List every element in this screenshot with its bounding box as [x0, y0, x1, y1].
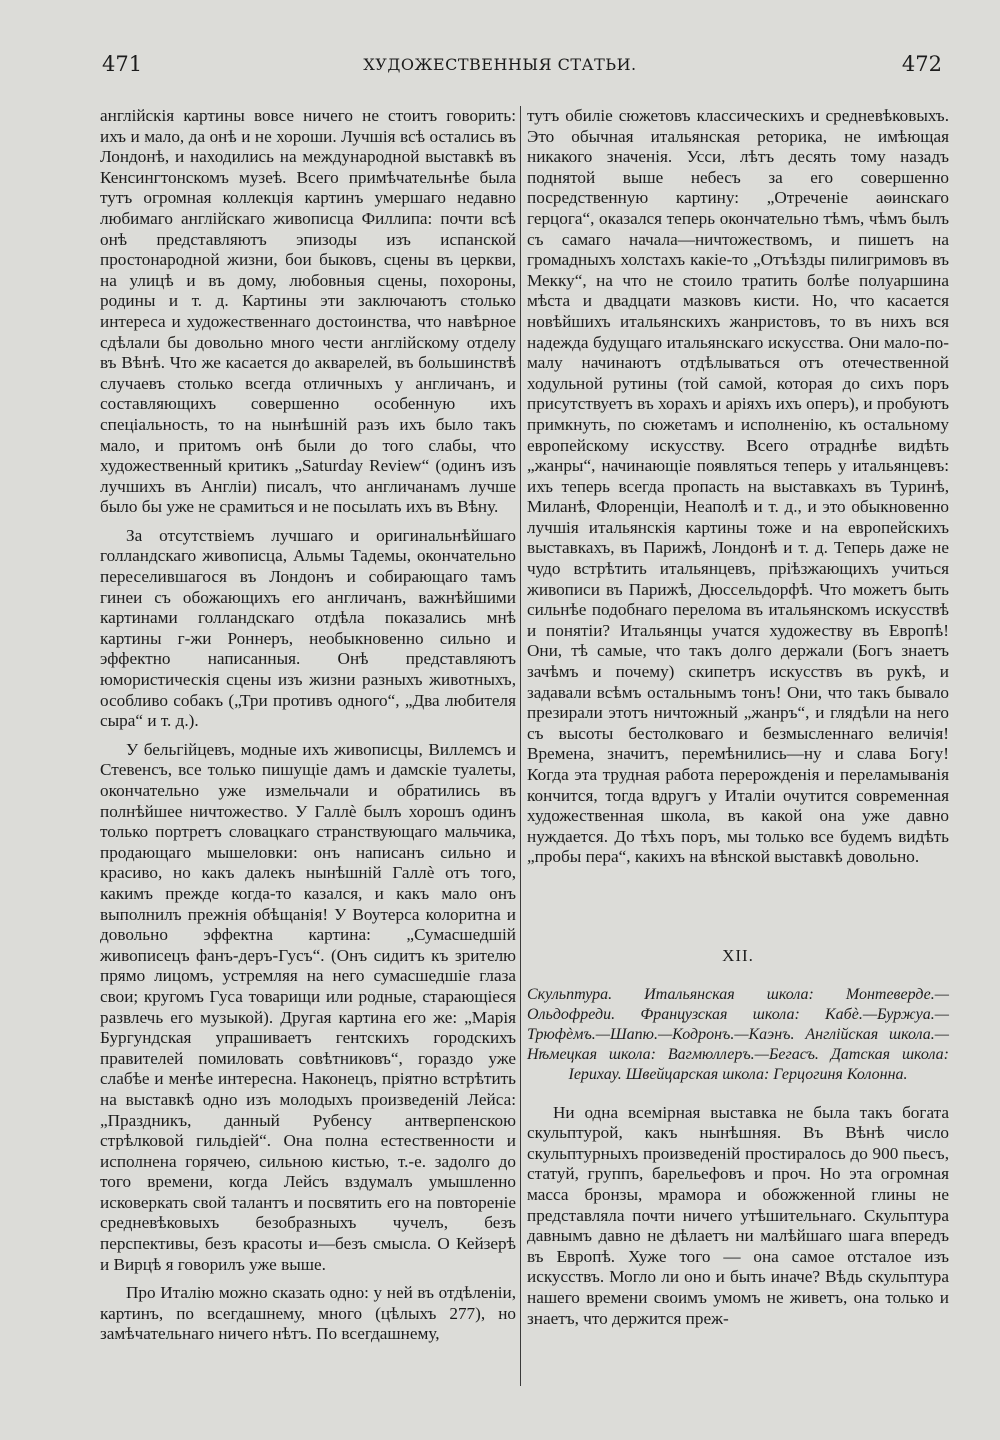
running-header [0, 52, 1000, 92]
section-heading: XII. [722, 945, 754, 965]
paragraph: Про Италію можно сказать одно: у ней въ отдѣленіи, картинъ, по всегдашнему, много (цѣлыхъ 277), но замѣчательнаго ничего нѣтъ. По всегдашнему, [100, 1283, 516, 1344]
running-title: ХУДОЖЕСТВЕННЫЯ СТАТЬИ. [363, 55, 637, 74]
page-number-right: 472 [901, 52, 942, 76]
right-column [527, 106, 949, 1329]
paragraph: тутъ обиліе сюжетовъ классическихъ и средневѣковыхъ. Это обычная итальянская реторика, не имѣющая никакого значенія. Усси, лѣтъ десять тому назадъ поднятой выше небесъ за его совершенно посредственную картину: „Отреченіе аѳинскаго герцога“, оказался теперь окончательно тѣмъ, чѣмъ былъ съ самаго начала—ничтожествомъ, и пишетъ на громадныхъ холстахъ какіе-то „Отъѣзды пилигримовъ въ Мекку“, на что не стоило тратить болѣе полуаршина мѣста и двадцати мазковъ кисти. Но, что касается новѣйшихъ итальянскихъ жанристовъ, то въ нихъ вся надежда будущаго итальянскаго искусства. Они мало-по-малу начинаютъ отдѣлываться отъ отечественной ходульной рутины (той самой, которая до сихъ поръ присутствуетъ въ хорахъ и аріяхъ ихъ оперъ), и пробуютъ примкнуть, по сюжетамъ и исполненію, къ остальному европейскому искусству. Всего отраднѣе видѣть „жанры“, начинающіе появляться теперь у итальянцевъ: ихъ теперь всегда пропасть на выставкахъ въ Туринѣ, Миланѣ, Флоренціи, Неаполѣ и т. д., и это обыкновенно лучшія итальянскія картины тоже и на европейскихъ выставкахъ, въ Парижѣ, Лондонѣ и т. д. Теперь даже не чудо встрѣтить итальянцевъ, пріѣзжающихъ учиться живописи въ Парижѣ, Дюссельдорфѣ. Что можетъ быть сильнѣе подобнаго перелома въ итальянскомъ искусствѣ и понятіи? Итальянцы учатся художеству въ Европѣ! Они, тѣ самые, что такъ долго держали (Богъ знаетъ зачѣмъ и почему) скипетръ искусствъ въ рукѣ, и задавали всѣмъ остальнымъ тонъ! Они, что такъ бывало презирали этотъ ничтожный „жанръ“, и глядѣли на него съ высоты бестолковаго и безмысленнаго величія! Времена, значитъ, перемѣнились—ну и слава Богу! Когда эта трудная работа перерожденія и переламыванія кончится, тогда вдругъ у Италіи очутится современная художественная школа, въ какой она уже давно нуждается. До тѣхъ поръ, мы только все будемъ видѣть „пробы пера“, какихъ на вѣнской выставкѣ довольно. [527, 106, 949, 867]
paragraph: Ни одна всемірная выставка не была такъ богата скульптурой, какъ нынѣшняя. Въ Вѣнѣ число скульптурныхъ произведеній простиралось до 900 пьесъ, статуй, группъ, барельефовъ и проч. Но эта огромная масса бронзы, мрамора и обожженной глины не представляла почти ничего утѣшительнаго. Скульптура давнымъ давно не дѣлаетъ ни малѣйшаго шага впередъ въ Европѣ. Хуже того — она самое отсталое изъ искусствъ. Могло ли оно и быть иначе? Вѣдь скульптура нашего времени своимъ умомъ не живетъ, она только и знаетъ, что держится преж- [527, 1102, 949, 1328]
page-number-left: 471 [102, 52, 143, 76]
section-summary: Скульптура. Итальянская школа: Монтеверде.—Ольдофреди. Французская школа: Кабѐ.—Буржуа.—Трюфѐмъ.—Шапю.—Кодронъ.—Каэнъ. Англійская школа.—Нѣмецкая школа: Вагмюллеръ.—Бегасъ. Датская школа: Іерихау. Швейцарская школа: Герцогиня Колонна. [527, 985, 949, 1083]
paragraph: англійскія картины вовсе ничего не стоитъ говорить: ихъ и мало, да онѣ и не хороши. Лучшія всѣ остались въ Лондонѣ, и находились на международной выставкѣ въ Кенсингтонскомъ музеѣ. Всего примѣчательнѣе была тутъ огромная коллекція картинъ умершаго недавно любимаго англійскаго живописца Филлипа: почти всѣ онѣ представляютъ эпизоды изъ испанской простонародной жизни, бои быковъ, сцены въ церкви, на улицѣ и въ дому, любовныя сцены, похороны, родины и т. д. Картины эти заключаютъ столько интереса и художественнаго достоинства, что навѣрное сдѣлали бы довольно много чести англійскому отделу въ Вѣнѣ. Что же касается до акварелей, въ большинствѣ случаевъ столько всегда отличныхъ у англичанъ, и составляющихъ совершенно особенную ихъ спеціальность, то на нынѣшній разъ ихъ было такъ мало, и притомъ онѣ были до того слабы, что художественный критикъ „Saturday Review“ (одинъ изъ лучшихъ въ Англіи) писалъ, что англичанамъ лучше было бы уже не срамиться и не посылать ихъ въ Вѣну. [100, 106, 516, 517]
paragraph: У бельгійцевъ, модные ихъ живописцы, Виллемсъ и Стевенсъ, все только пишущіе дамъ и дамскіе туалеты, окончательно уже измельчали и обратились въ полнѣйшее ничтожество. У Галлѐ былъ хорошъ одинъ только портретъ словацкаго странствующаго мальчика, продающаго мышеловки: онъ написанъ сильно и красиво, но какъ далекъ нынѣшній Галлѐ отъ того, какимъ прежде когда-то казался, и какъ мало онъ выполнилъ прежнія обѣщанія! У Воутерса колоритна и довольно эффектна картина: „Сумасшедшій живописецъ фанъ-деръ-Гусъ“. (Онъ сидитъ къ зрителю прямо лицомъ, устремляя на него сумасшедшіе глаза свои; кругомъ Гуса товарищи или родные, старающіеся развлечь его музыкой). Другая картина его же: „Марія Бургундская упрашиваетъ гентскихъ городскихъ правителей помиловать совѣтниковъ“, гораздо уже слабѣе и менѣе интересна. Наконецъ, пріятно встрѣтить на выставкѣ одно изъ молодыхъ произведеній Лейса: „Праздникъ, данный Рубенсу антверпенскою стрѣлковой гильдіей“. Она полна естественности и исполнена горячею, сильною кистью, т.-е. задолго до того времени, когда Лейсъ вздумалъ умышленно исковеркать свой талантъ и посвятить его на повтореніе средневѣковыхъ безобразныхъ чучелъ, безъ перспективы, безъ красоты и—безъ смысла. О Кейзерѣ и Вирцѣ я говорилъ уже выше. [100, 739, 516, 1274]
column-divider [520, 106, 521, 1386]
left-column [100, 106, 516, 1345]
paragraph: За отсутствіемъ лучшаго и оригинальнѣйшаго голландскаго живописца, Альмы Тадемы, окончательно переселившагося въ Лондонъ и собирающаго тамъ гинеи съ обожающихъ его англичанъ, важнѣйшими картинами голландскаго отдѣла показались мнѣ картины г-жи Роннеръ, необыкновенно сильно и эффектно написанныя. Онѣ представляютъ юмористическія сцены изъ жизни разныхъ животныхъ, особливо собакъ („Три противъ одного“, „Два любителя сыра“ и т. д.). [100, 525, 516, 731]
